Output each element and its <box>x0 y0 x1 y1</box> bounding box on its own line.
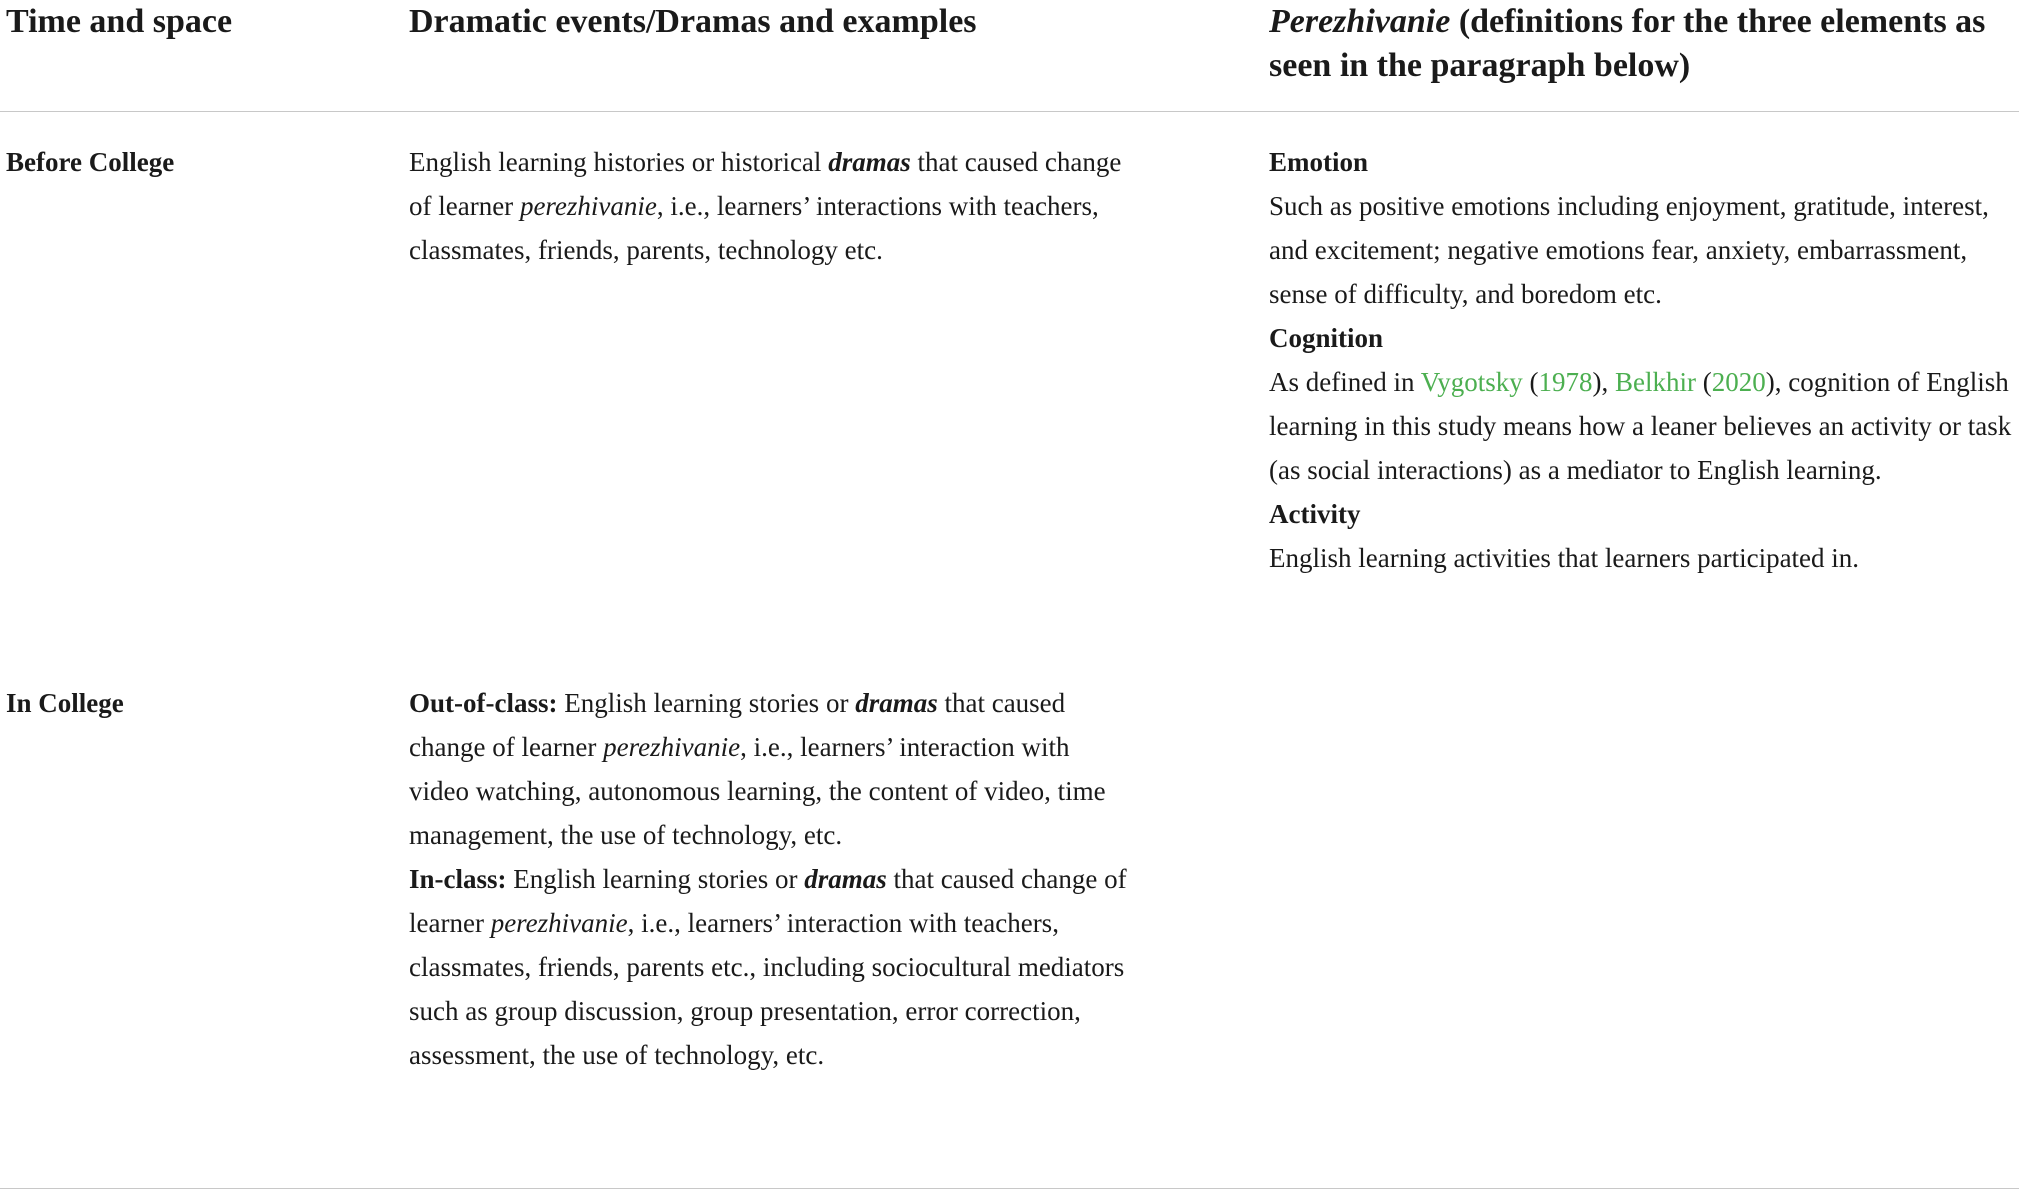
text-span: , i.e., learners’ interactions with teachers, classmates, friends, parents, technology etc. <box>409 191 1099 265</box>
text-span: As defined in <box>1269 367 1421 397</box>
text-span: ( <box>1696 367 1712 397</box>
header-perezhivanie-rest: (definitions for the three elements as seen in the paragraph below) <box>1269 3 1986 84</box>
text-span: ), cognition of English learning in this study means how a leaner believes an activity or task (as social interactions) as a mediator to English learning. <box>1269 367 2012 485</box>
row-label-before-college: Before College <box>6 147 175 177</box>
out-of-class-text <box>409 681 1129 857</box>
cognition-text <box>1269 360 2014 492</box>
header-divider <box>0 111 2019 112</box>
text-span: , i.e., learners’ interaction with video watching, autonomous learning, the content of video, time management, the use of technology, etc. <box>409 732 1106 850</box>
header-dramatic-events: Dramatic events/Dramas and examples <box>409 3 977 40</box>
emotion-text: Such as positive emotions including enjoyment, gratitude, interest, and excitement; negative emotions fear, anxiety, embarrassment, sense of difficulty, and boredom etc. <box>1269 191 1989 309</box>
text-span: that caused change of learner <box>409 864 1127 938</box>
text-span: English learning stories or <box>557 688 856 718</box>
text-span: English learning stories or <box>506 864 805 894</box>
dramas-emphasis: dramas <box>804 864 887 894</box>
text-span: that caused change of learner <box>409 688 1066 762</box>
perezhivanie-emphasis: perezhivanie <box>490 908 628 938</box>
perezhivanie-emphasis: perezhivanie <box>519 191 657 221</box>
table-bottom-rule <box>0 1188 2019 1189</box>
cell-before-college-elements <box>1269 140 2014 580</box>
activity-title: Activity <box>1269 499 1361 529</box>
header-perezhivanie <box>1269 0 2014 88</box>
cognition-title: Cognition <box>1269 323 1384 353</box>
ref-link-vygotsky[interactable]: Vygotsky <box>1420 367 1523 397</box>
out-of-class-title: Out-of-class: <box>409 688 558 718</box>
text-span: ( <box>1522 367 1539 397</box>
dramas-emphasis: dramas <box>855 688 938 718</box>
in-class-title: In-class: <box>409 864 507 894</box>
header-time-and-space: Time and space <box>6 3 233 40</box>
header-perezhivanie-italic: Perezhivanie <box>1269 3 1451 40</box>
ref-link-vygotsky-year[interactable]: 1978 <box>1538 367 1593 397</box>
perezhivanie-emphasis: perezhivanie <box>603 732 741 762</box>
text-span: that caused change of learner <box>409 147 1122 221</box>
in-class-text <box>409 857 1129 1077</box>
cell-in-college-dramas <box>409 681 1129 1077</box>
text-span: ), <box>1592 367 1615 397</box>
dramas-emphasis: dramas <box>828 147 911 177</box>
row-label-in-college: In College <box>6 688 124 718</box>
activity-text: English learning activities that learners participated in. <box>1269 543 1860 573</box>
text-span: English learning histories or historical <box>409 147 829 177</box>
emotion-title: Emotion <box>1269 147 1369 177</box>
cell-before-college-dramas <box>409 140 1129 272</box>
ref-link-belkhir[interactable]: Belkhir <box>1615 367 1696 397</box>
before-college-dramas-text <box>409 140 1129 272</box>
text-span: , i.e., learners’ interaction with teachers, classmates, friends, parents etc., including sociocultural mediators such as group discussion, group presentation, error correction, assessment, the use of technology, etc. <box>409 908 1125 1070</box>
ref-link-belkhir-year[interactable]: 2020 <box>1711 367 1766 397</box>
